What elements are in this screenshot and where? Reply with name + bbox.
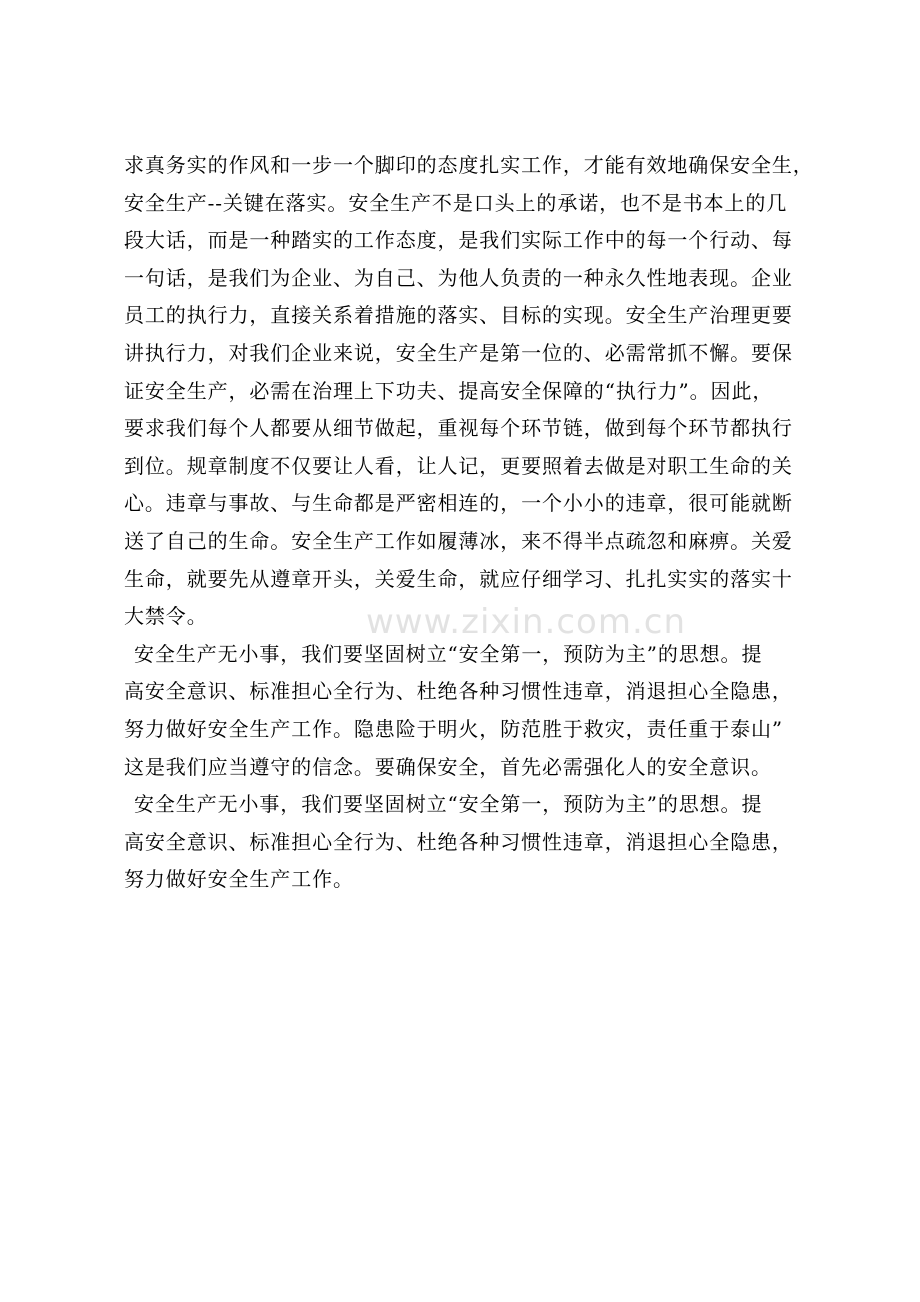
text-line: 这是我们应当遵守的信念。要确保安全，首先必需强化人的安全意识。 bbox=[124, 754, 772, 779]
text-line: 一句话，是我们为企业、为自己、为他人负责的一种永久性地表现。企业 bbox=[124, 265, 793, 290]
paragraph-start-line: 安全生产无小事，我们要坚固树立“安全第一，预防为主”的思想。提 bbox=[134, 641, 763, 666]
document-body bbox=[124, 147, 814, 899]
paragraph-start-line: 安全生产无小事，我们要坚固树立“安全第一，预防为主”的思想。提 bbox=[134, 792, 763, 817]
text-line: 讲执行力，对我们企业来说，安全生产是第一位的、必需常抓不懈。要保 bbox=[124, 340, 793, 365]
text-line: 努力做好安全生产工作。 bbox=[124, 867, 354, 892]
text-line: 安全生产--关键在落实。安全生产不是口头上的承诺，也不是书本上的几 bbox=[124, 190, 788, 215]
text-line: 到位。规章制度不仅要让人看，让人记，更要照着去做是对职工生命的关 bbox=[124, 453, 793, 478]
text-line: 心。违章与事故、与生命都是严密相连的，一个小小的违章，很可能就断 bbox=[124, 491, 793, 516]
text-line: 生命，就要先从遵章开头，关爱生命，就应仔细学习、扎扎实实的落实十 bbox=[124, 566, 793, 591]
text-line: 段大话，而是一种踏实的工作态度，是我们实际工作中的每一个行动、每 bbox=[124, 228, 793, 253]
text-line: 证安全生产，必需在治理上下功夫、提高安全保障的“执行力”。因此， bbox=[124, 378, 774, 403]
text-line: 高安全意识、标准担心全行为、杜绝各种习惯性违章，消退担心全隐患， bbox=[124, 829, 793, 854]
text-line: 努力做好安全生产工作。隐患险于明火，防范胜于救灾，责任重于泰山” bbox=[124, 716, 784, 741]
text-line: 大禁令。 bbox=[124, 604, 208, 629]
text-line: 送了自己的生命。安全生产工作如履薄冰，来不得半点疏忽和麻痹。关爱 bbox=[124, 528, 793, 553]
text-line: 员工的执行力，直接关系着措施的落实、目标的实现。安全生产治理更要 bbox=[124, 303, 793, 328]
text-line: 要求我们每个人都要从细节做起，重视每个环节链，做到每个环节都执行 bbox=[124, 416, 793, 441]
text-line: 求真务实的作风和一步一个脚印的态度扎实工作，才能有效地确保安全生， bbox=[124, 153, 814, 177]
text-line: 高安全意识、标准担心全行为、杜绝各种习惯性违章，消退担心全隐患， bbox=[124, 679, 793, 704]
watermark: www.zixin.com.cn bbox=[366, 602, 686, 642]
